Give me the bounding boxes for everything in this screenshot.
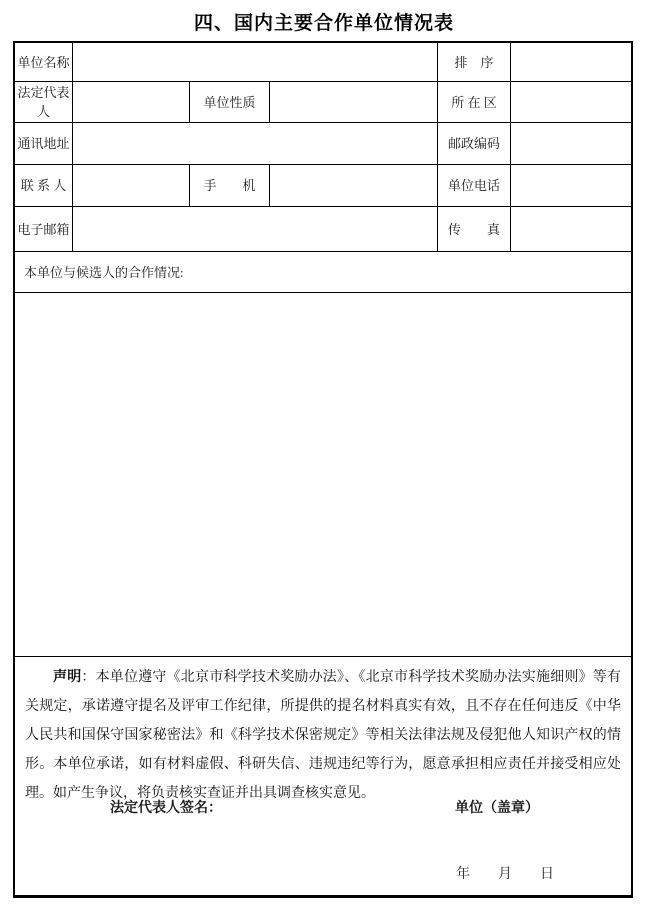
unit-phone-field[interactable] [511, 165, 631, 206]
unit-name-field[interactable] [73, 43, 438, 81]
page-title: 四、国内主要合作单位情况表 [193, 13, 454, 34]
table-row [15, 123, 631, 165]
district-field[interactable] [511, 82, 631, 122]
rank-field[interactable] [511, 43, 631, 81]
cooperation-unit-table [13, 41, 633, 898]
district-label: 所 在 区 [438, 82, 511, 122]
statement-paragraph [25, 663, 621, 808]
legal-rep-field[interactable] [73, 82, 190, 122]
statement-label: 声明 [53, 670, 82, 685]
mobile-label: 手 机 [190, 165, 270, 206]
table-row [15, 293, 631, 657]
cooperation-label: 本单位与候选人的合作情况: [24, 264, 184, 280]
unit-nature-field[interactable] [270, 82, 438, 122]
postal-code-field[interactable] [511, 123, 631, 164]
rank-label: 排 序 [438, 43, 511, 81]
legal-rep-label: 法定代表人 [15, 82, 73, 122]
unit-nature-label: 单位性质 [190, 82, 270, 122]
contact-label: 联 系 人 [15, 165, 73, 206]
unit-name-label: 单位名称 [15, 43, 73, 81]
table-row [15, 165, 631, 207]
fax-label: 传 真 [438, 207, 511, 251]
table-row [15, 43, 631, 82]
statement-body: 本单位遵守《北京市科学技术奖励办法》、《北京市科学技术奖励办法实施细则》等有关规定，承诺遵守提名及评审工作纪律，所提供的提名材料真实有效，且不存在任何违反《中华人民共和国保守国家秘密法》和《科学技术保密规定》等相关法律法规及侵犯他人知识产权的情形。本单位承诺，如有材料虚假、科研失信、违规违纪等行为，愿意承担相应责任并接受相应处理。如产生争议，将负责核实查证并出具调查核实意见。 [25, 670, 622, 801]
legal-rep-signature-label: 法定代表人签名： [110, 801, 222, 816]
table-row [15, 252, 631, 293]
table-row [15, 207, 631, 252]
address-field[interactable] [73, 123, 438, 164]
cooperation-details-area[interactable] [15, 293, 631, 656]
mobile-field[interactable] [270, 165, 438, 206]
statement-cell [15, 657, 631, 895]
email-label: 电子邮箱 [15, 207, 73, 251]
contact-field[interactable] [73, 165, 190, 206]
unit-seal-label: 单位（盖章） [455, 801, 539, 816]
statement-row [15, 657, 631, 895]
email-field[interactable] [73, 207, 438, 251]
fax-field[interactable] [511, 207, 631, 251]
statement-colon: ： [81, 670, 96, 685]
table-row [15, 82, 631, 123]
postal-code-label: 邮政编码 [438, 123, 511, 164]
unit-phone-label: 单位电话 [438, 165, 511, 206]
date-line: 年 月 日 [456, 867, 554, 882]
address-label: 通讯地址 [15, 123, 73, 164]
